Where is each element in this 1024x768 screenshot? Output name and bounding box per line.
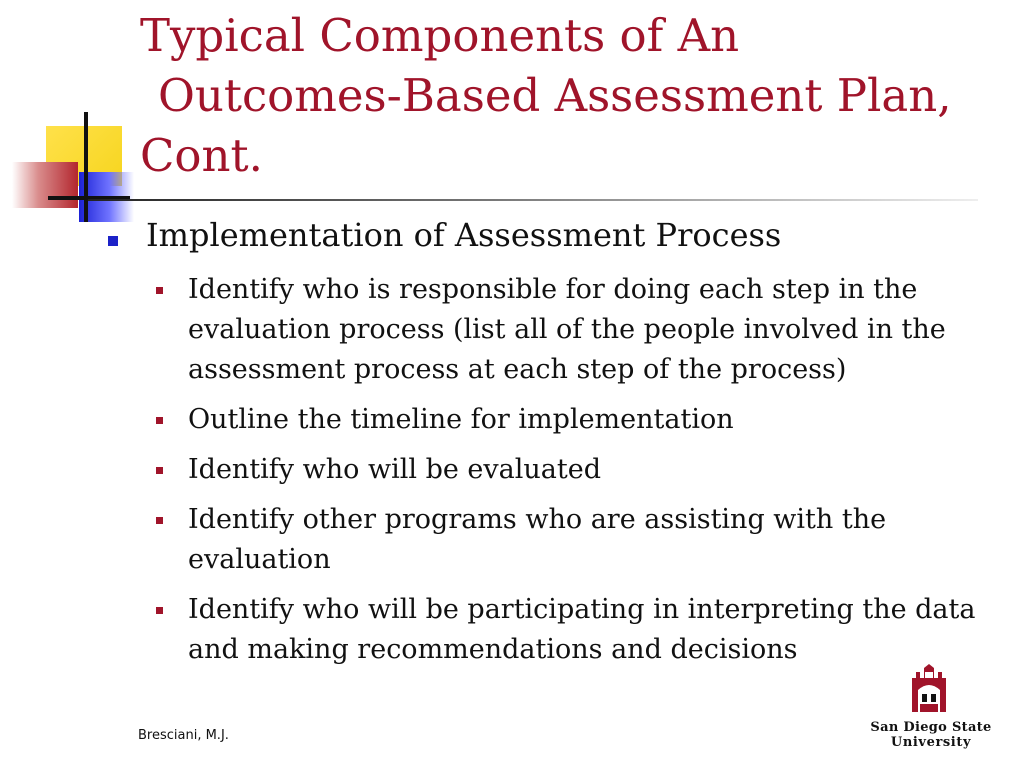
list-item-text: Identify who is responsible for doing each step in the evaluation process (list all of the people involved in the assessment process at each step of the process)	[188, 274, 946, 385]
logo-line-1: San Diego State	[870, 720, 992, 735]
bullet-square-icon	[156, 517, 163, 524]
bullet-square-icon	[108, 236, 118, 246]
list-item	[188, 590, 1003, 670]
footer-author: Bresciani, M.J.	[138, 728, 229, 743]
sdsu-logo	[866, 664, 996, 754]
list-item	[188, 500, 1003, 580]
list-item-text: Identify other programs who are assisting with the evaluation	[188, 504, 887, 575]
bullet-square-icon	[156, 467, 163, 474]
logo-text	[866, 720, 996, 750]
list-item-text: Outline the timeline for implementation	[188, 404, 734, 435]
sub-bullet-list	[188, 270, 1003, 680]
list-item-text: Identify who will be evaluated	[188, 454, 601, 485]
decor-vertical-line	[84, 112, 88, 222]
title-line-1: Typical Components of An	[140, 9, 740, 62]
title-line-3: Cont.	[140, 129, 263, 182]
title-line-2: Outcomes-Based Assessment Plan,	[158, 69, 952, 122]
list-item-text: Identify who will be participating in interpreting the data and making recommendations and decisions	[188, 594, 976, 665]
bullet-square-icon	[156, 607, 163, 614]
logo-line-2: University	[890, 735, 972, 750]
slide-title	[140, 6, 1000, 186]
main-bullet-text: Implementation of Assessment Process	[146, 216, 782, 254]
list-item	[188, 270, 1003, 390]
title-divider	[88, 199, 978, 201]
bullet-square-icon	[156, 287, 163, 294]
list-item	[188, 450, 1003, 490]
sdsu-logo-icon	[910, 664, 948, 714]
list-item	[188, 400, 1003, 440]
decor-red-square	[12, 162, 78, 208]
bullet-square-icon	[156, 417, 163, 424]
